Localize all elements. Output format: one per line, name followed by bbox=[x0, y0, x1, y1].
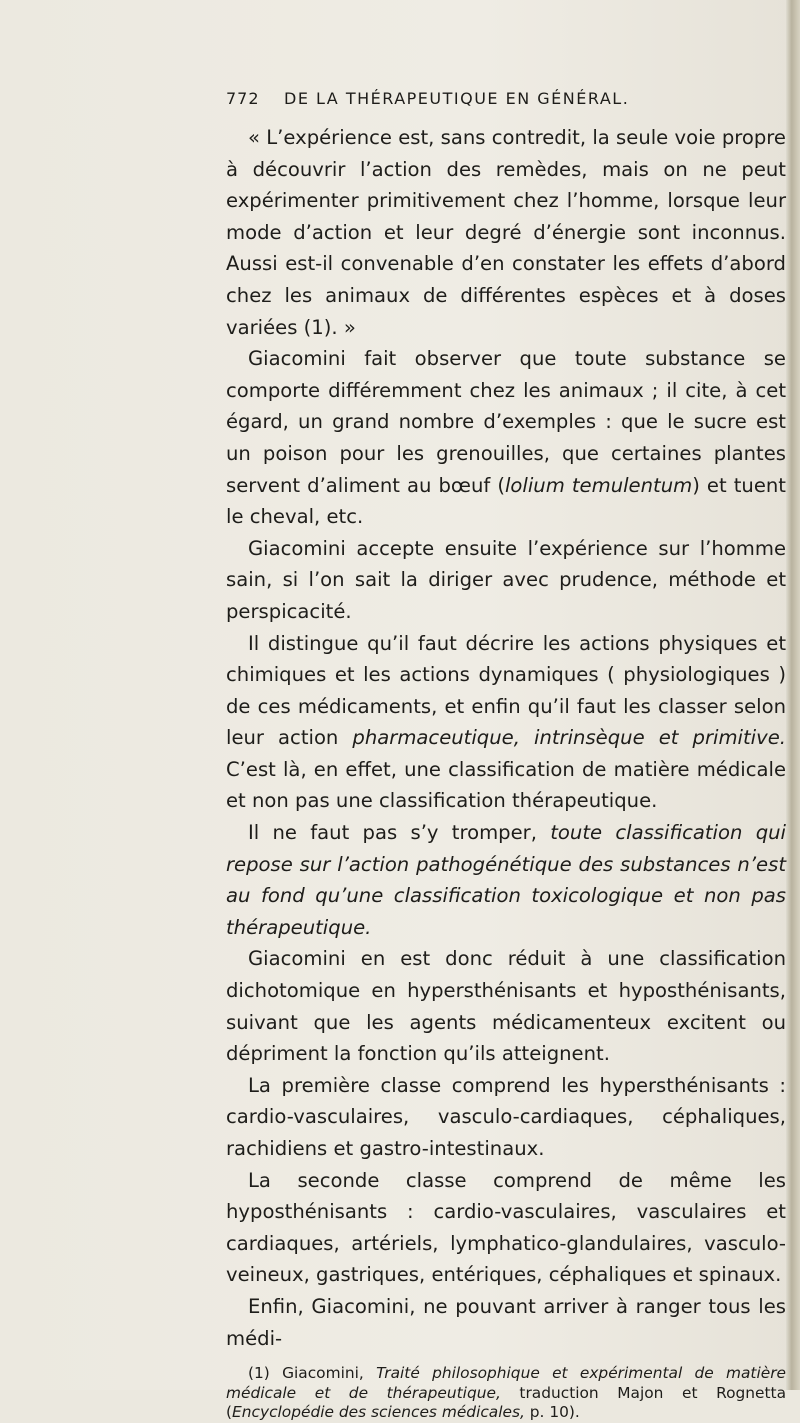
footnote-run: p. 10). bbox=[524, 1403, 580, 1422]
text-run: Giacomini fait observer que toute substance se comporte différemment chez les animaux ; il cite, à cet égard, un grand nombre d’exemples : que le sucre est un poison pour les grenouilles, que certaines plantes servent d’aliment au bœuf ( bbox=[226, 347, 786, 497]
footnote-text bbox=[226, 1364, 786, 1423]
text-run: Enfin, Giacomini, ne pouvant arriver à ranger tous les médi- bbox=[226, 1294, 786, 1350]
footnote bbox=[226, 1364, 786, 1423]
italic-text: pharmaceutique, intrinsèque et primitive. bbox=[352, 726, 786, 750]
text-run: Il distingue qu’il faut décrire les actions physiques et chimiques et les actions dynamiques ( physiologiques ) de ces médicaments, et enfin qu’il faut les classer selon leur action bbox=[226, 631, 786, 750]
running-title: DE LA THÉRAPEUTIQUE EN GÉNÉRAL. bbox=[284, 89, 630, 108]
body-text bbox=[226, 122, 786, 1354]
italic-text: toute classification qui repose sur l’action pathogénétique des substances n’est au fond qu’une classification toxicologique et non pas thérapeutique. bbox=[226, 821, 786, 939]
paragraph bbox=[226, 122, 786, 343]
paragraph bbox=[226, 817, 786, 943]
footnote-italic: Encyclopédie des sciences médicales, bbox=[232, 1403, 525, 1422]
text-run: Giacomini accepte ensuite l’expérience sur l’homme sain, si l’on sait la diriger avec prudence, méthode et perspicacité. bbox=[226, 536, 786, 623]
paragraph bbox=[226, 1291, 786, 1354]
text-run: Giacomini en est donc réduit à une classification dichotomique en hypersthénisants et hyposthénisants, suivant que les agents médicamenteux excitent ou dépriment la fonction qu’ils atteignent. bbox=[226, 947, 786, 1066]
paragraph bbox=[226, 343, 786, 533]
paragraph bbox=[226, 533, 786, 628]
paragraph bbox=[226, 1165, 786, 1291]
paragraph bbox=[226, 628, 786, 818]
footnote-run: (1) Giacomini, bbox=[248, 1364, 377, 1382]
text-run: C’est là, en effet, une classification de matière médicale et non pas une classification thérapeutique. bbox=[226, 757, 786, 813]
text-run: « L’expérience est, sans contredit, la seule voie propre à découvrir l’action des remèdes, mais on ne peut expérimenter primitivement chez l’homme, lorsque leur mode d’action et leur degré d’énergie sont inconnus. Aussi est-il convenable d’en constater les effets d’abord chez les animaux de différentes espèces et à doses variées (1). » bbox=[226, 126, 786, 339]
page-edge bbox=[786, 0, 800, 1390]
page-number: 772 bbox=[226, 89, 260, 108]
footnote-run: traduction Majon et Rognetta ( bbox=[226, 1383, 786, 1422]
text-run: La première classe comprend les hypersthénisants : cardio-vasculaires, vasculo-cardiaques, céphaliques, rachidiens et gastro-intestinaux. bbox=[226, 1073, 786, 1160]
page-header bbox=[226, 89, 786, 113]
text-run: Il ne faut pas s’y tromper, bbox=[248, 821, 551, 845]
footnote-italic: Traité philosophique et expérimental de matière médicale et de thérapeutique, bbox=[226, 1364, 787, 1402]
italic-text: lolium temulentum bbox=[504, 473, 693, 497]
paragraph bbox=[226, 1070, 786, 1165]
text-run: La seconde classe comprend de même les hyposthénisants : cardio-vasculaires, vasculaires et cardiaques, artériels, lymphatico-glandulaires, vasculo-veineux, gastriques, entériques, céphaliques et spinaux. bbox=[226, 1168, 786, 1287]
paragraph bbox=[226, 943, 786, 1069]
text-run: ) et tuent le cheval, etc. bbox=[226, 473, 786, 529]
